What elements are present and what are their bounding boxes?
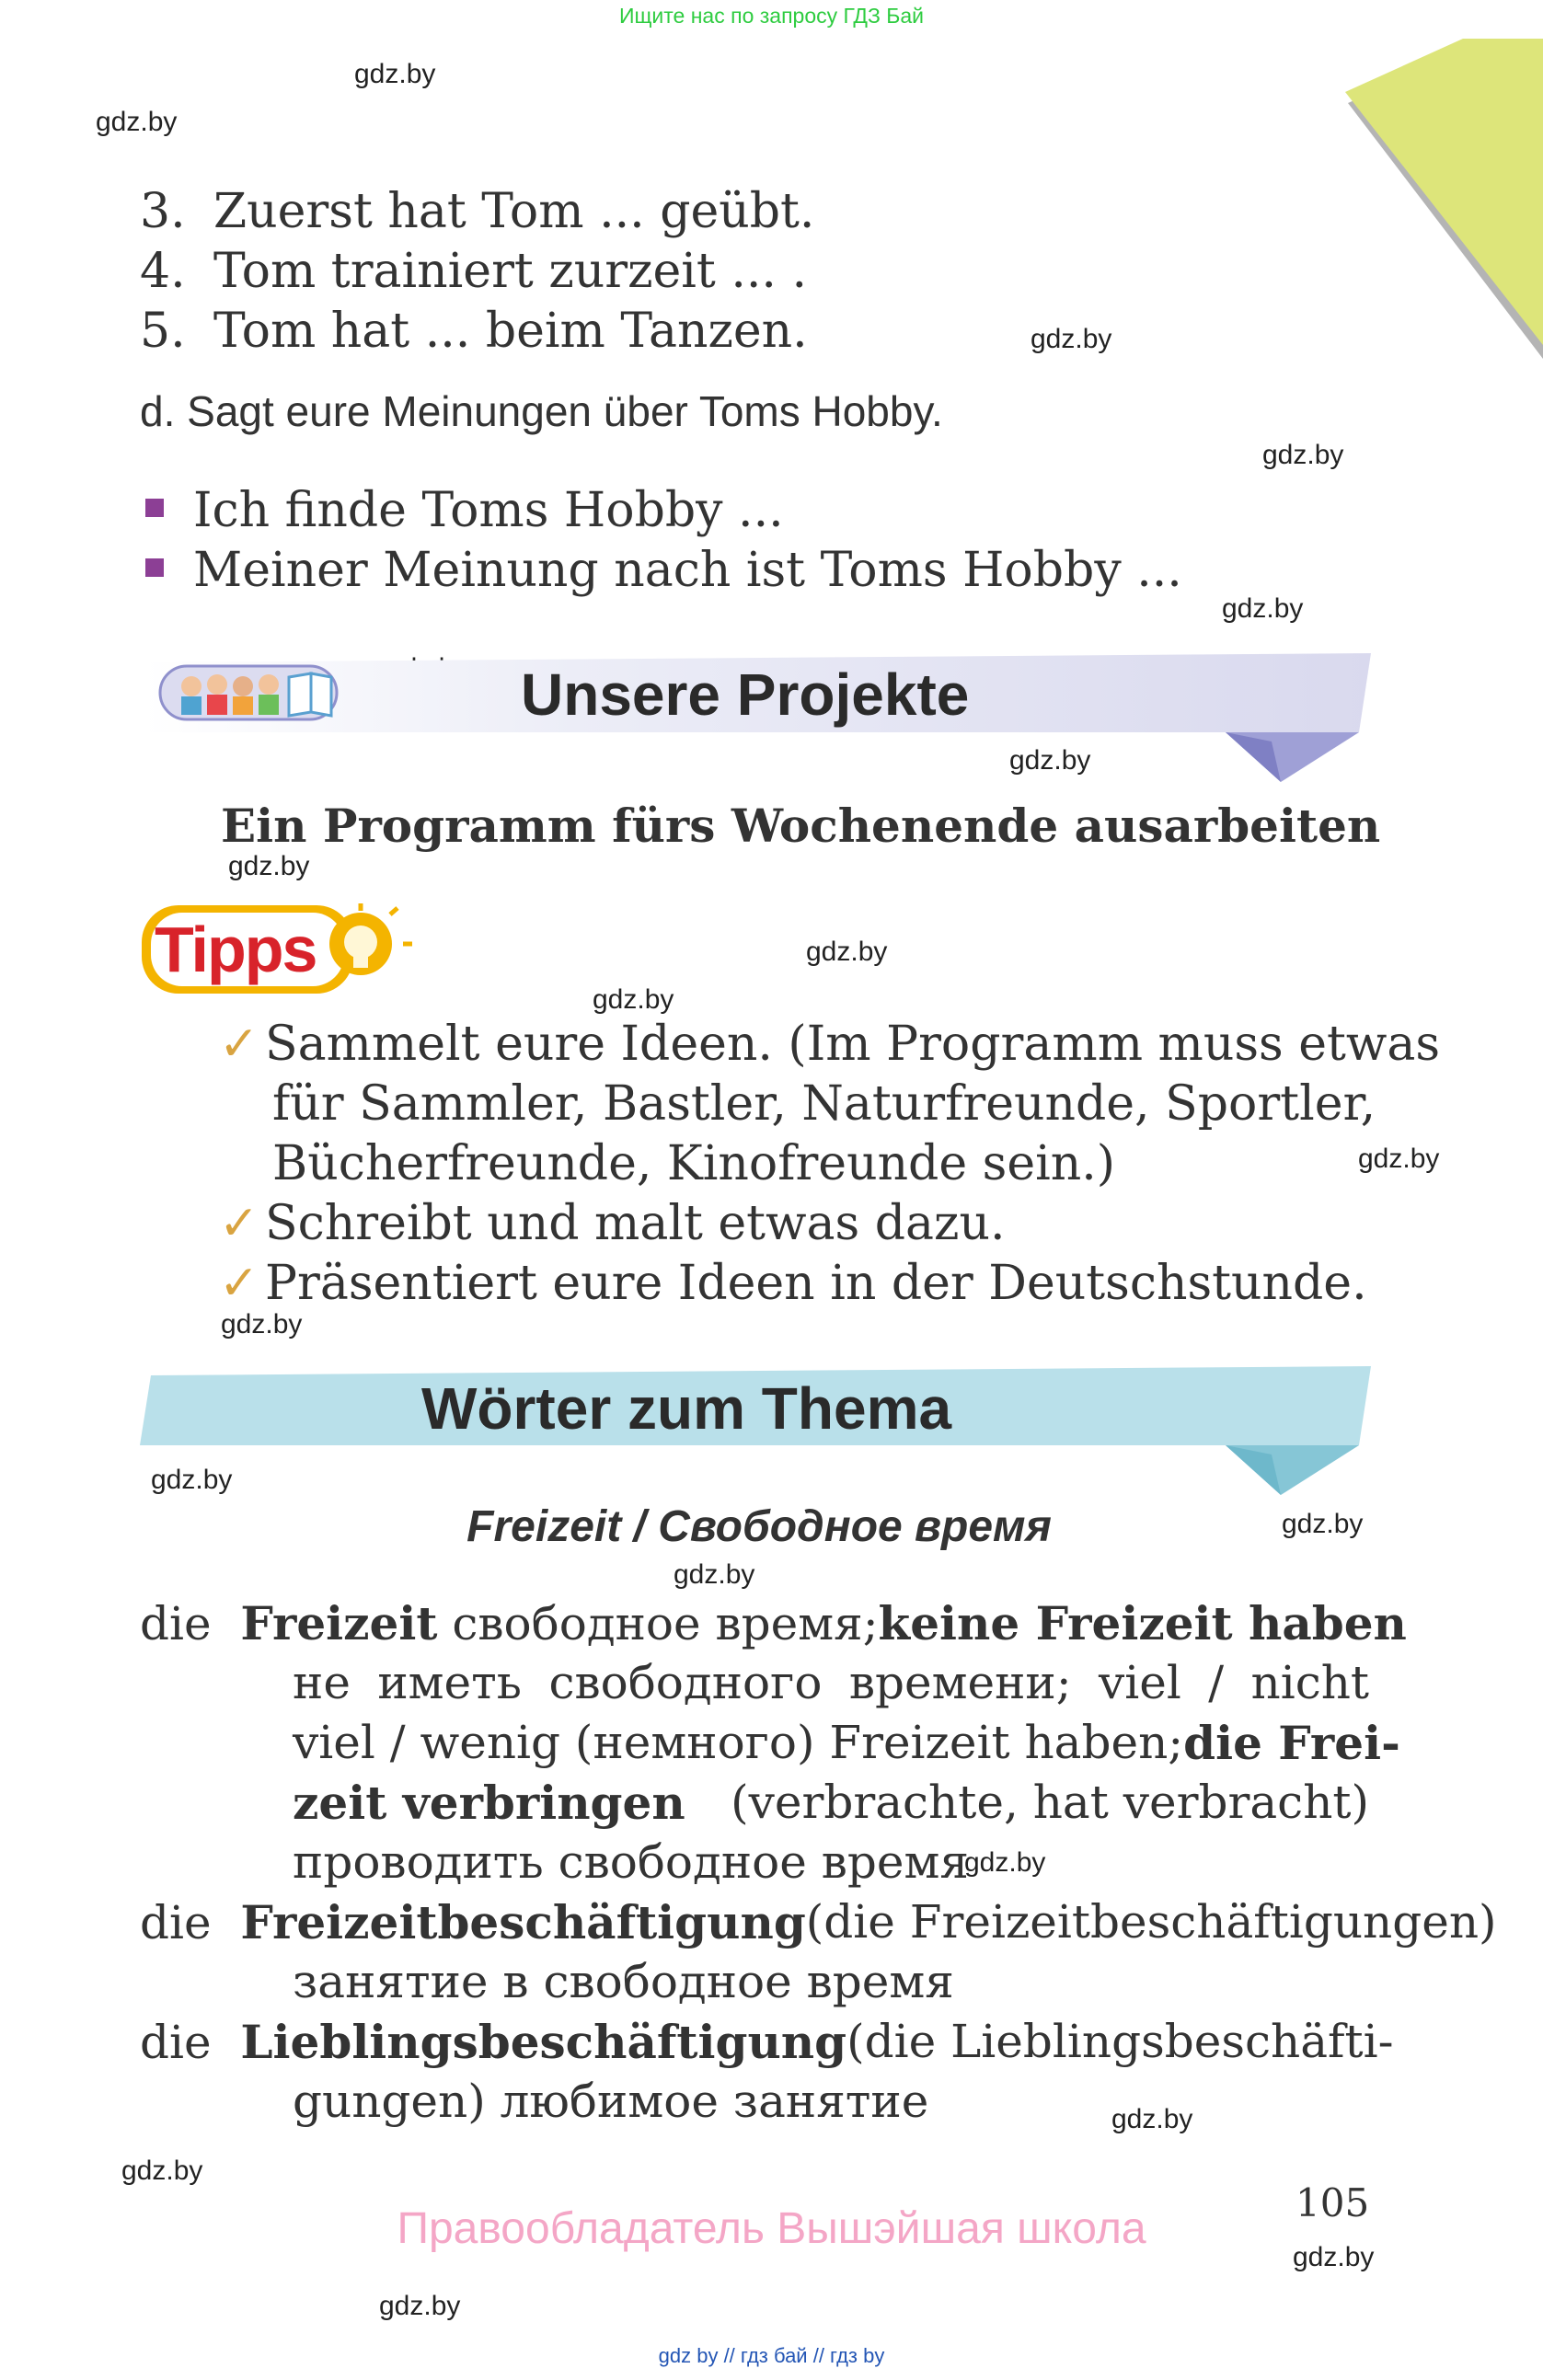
headword: Freizeit xyxy=(240,1596,438,1650)
watermark: gdz.by xyxy=(1031,324,1112,354)
item-number: 4. xyxy=(140,244,186,299)
watermark: gdz.by xyxy=(674,1559,755,1590)
bullet-text: Ich finde Toms Hobby ... xyxy=(193,483,784,538)
tipps-label: Tipps xyxy=(155,914,317,985)
vocab-line xyxy=(293,1776,1369,1830)
vocab-title: Wörter zum Thema xyxy=(421,1375,952,1442)
page-number: 105 xyxy=(1295,2180,1370,2225)
watermark: gdz.by xyxy=(354,59,436,89)
tip-text-continued: für Sammler, Bastler, Naturfreunde, Sportler, xyxy=(272,1076,1376,1132)
vocab-line: не иметь свободного времени; viel / nicht xyxy=(293,1656,1369,1709)
watermark: gdz.by xyxy=(96,107,178,137)
vocab-entry-line xyxy=(140,2015,1394,2069)
phrase: keine Freizeit haben xyxy=(878,1596,1407,1650)
vocab-line: gungen) любимое занятие xyxy=(293,2075,929,2128)
article: die xyxy=(140,2016,212,2069)
bullet-item xyxy=(145,483,784,538)
tip-text: Schreibt und malt etwas dazu. xyxy=(265,1196,1006,1251)
watermark: gdz.by xyxy=(806,937,888,967)
watermark: gdz.by xyxy=(228,851,310,881)
list-item xyxy=(140,304,808,359)
watermark: gdz.by xyxy=(1358,1144,1440,1174)
tip-text: Sammelt eure Ideen. (Im Programm muss etwas xyxy=(265,1017,1441,1072)
projects-title: Unsere Projekte xyxy=(521,661,970,728)
plural: (die Freizeitbeschäftigungen) xyxy=(805,1895,1497,1949)
item-text: Tom trainiert zurzeit ... . xyxy=(213,244,807,299)
article: die xyxy=(140,1597,212,1650)
watermark: gdz.by xyxy=(593,984,674,1015)
headword: Freizeitbeschäftigung xyxy=(240,1895,806,1949)
phrase: die Frei- xyxy=(1183,1716,1400,1770)
watermark: gdz.by xyxy=(1293,2242,1375,2272)
tip-item xyxy=(219,1256,1367,1311)
tip-item xyxy=(219,1017,1440,1072)
watermark: gdz.by xyxy=(151,1465,233,1495)
item-number: 3. xyxy=(140,184,186,239)
vocab-entry-line xyxy=(140,1895,1497,1949)
item-number: 5. xyxy=(140,304,186,359)
watermark: gdz.by xyxy=(121,2156,203,2186)
checkmark-icon: ✓ xyxy=(219,1017,259,1072)
square-bullet-icon xyxy=(145,499,164,517)
bullet-text: Meiner Meinung nach ist Toms Hobby ... xyxy=(193,543,1182,598)
watermark: gdz.by xyxy=(1111,2104,1193,2134)
checkmark-icon: ✓ xyxy=(219,1196,259,1251)
plural: (die Lieblingsbeschäfti- xyxy=(846,2015,1394,2068)
project-subtitle: Ein Programm fürs Wochenende ausarbeiten xyxy=(221,799,1381,853)
watermark: gdz.by xyxy=(1262,440,1344,470)
vocab-text: viel / wenig (немного) Freizeit haben; xyxy=(293,1716,1184,1769)
vocab-text: (verbrachte, hat verbracht) xyxy=(731,1776,1369,1829)
watermark: gdz.by xyxy=(379,2291,461,2321)
vocab-line: проводить свободное время xyxy=(293,1835,969,1889)
item-text: Tom hat ... beim Tanzen. xyxy=(213,304,808,359)
bullet-item xyxy=(145,543,1182,598)
checkmark-icon: ✓ xyxy=(219,1256,259,1311)
tipps-badge xyxy=(140,900,416,999)
tip-text-continued: Bücherfreunde, Kinofreunde sein.) xyxy=(272,1136,1116,1191)
list-item xyxy=(140,244,807,299)
article: die xyxy=(140,1896,212,1949)
task-d-heading: d. Sagt eure Meinungen über Toms Hobby. xyxy=(140,387,943,435)
list-item xyxy=(140,184,814,239)
item-text: Zuerst hat Tom ... geübt. xyxy=(213,184,815,239)
watermark: gdz.by xyxy=(1282,1509,1364,1539)
watermark: gdz.by xyxy=(221,1309,303,1339)
vocab-line xyxy=(293,1716,1400,1770)
square-bullet-icon xyxy=(145,558,164,577)
watermark: gdz.by xyxy=(964,1847,1046,1878)
watermark: gdz.by xyxy=(1222,593,1304,624)
vocab-subtitle: Freizeit / Свободное время xyxy=(466,1502,1052,1551)
phrase: zeit verbringen xyxy=(293,1776,685,1830)
kids-book-icon xyxy=(158,661,339,725)
top-search-note: Ищите нас по запросу ГДЗ Бай xyxy=(618,4,925,28)
tip-text: Präsentiert eure Ideen in der Deutschstunde. xyxy=(265,1256,1367,1311)
vocab-line: занятие в свободное время xyxy=(293,1955,954,2008)
watermark: gdz.by xyxy=(1009,745,1091,776)
copyright-notice: Правообладатель Вышэйшая школа xyxy=(397,2204,1146,2253)
vocab-entry-line xyxy=(140,1596,1407,1650)
headword: Lieblingsbeschäftigung xyxy=(240,2015,847,2069)
tip-item xyxy=(219,1196,1005,1251)
corner-decoration xyxy=(1325,28,1543,359)
footer-links[interactable]: gdz by // гдз бай // гдз by xyxy=(658,2344,885,2367)
translation: свободное время; xyxy=(452,1597,879,1650)
